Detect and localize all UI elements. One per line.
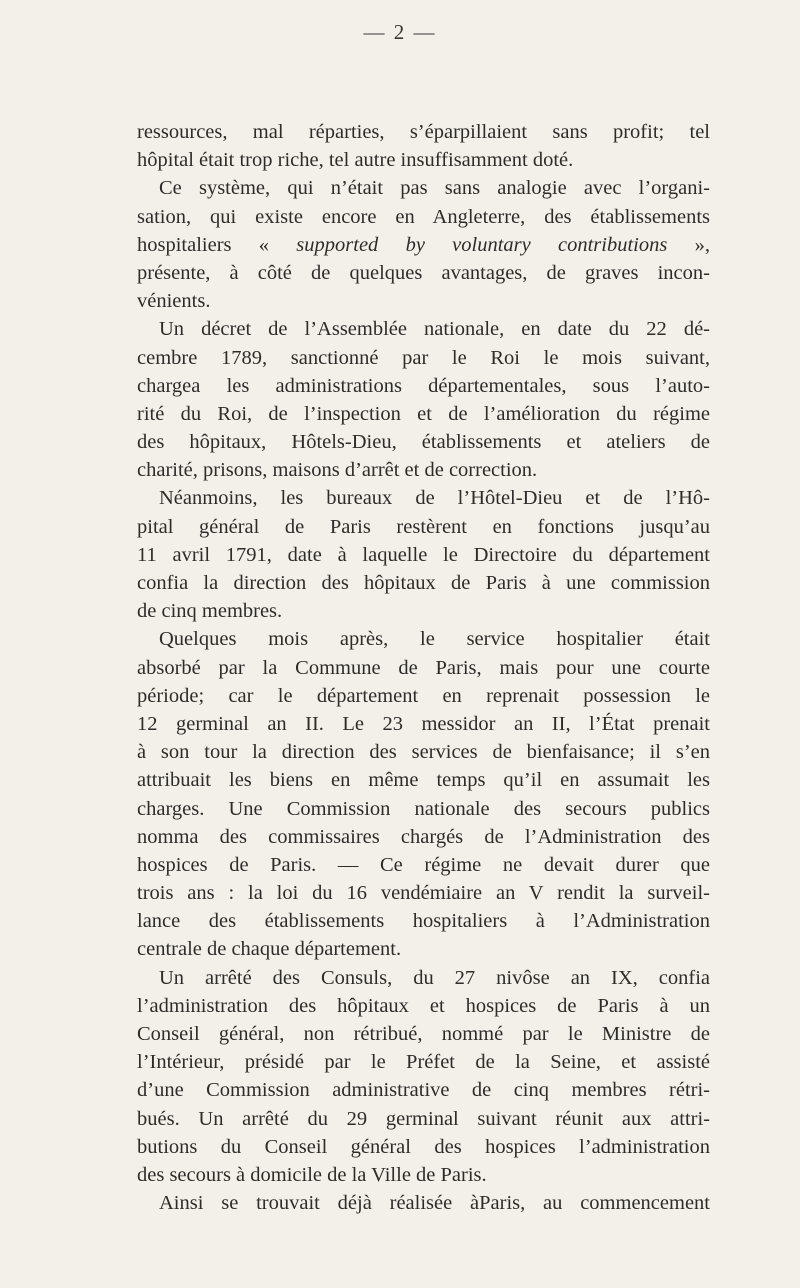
text-line: trois ans : la loi du 16 vendémiaire an V rendit la surveil-	[137, 882, 710, 905]
text-line: des secours à domicile de la Ville de Paris.	[137, 1163, 487, 1186]
body-text	[137, 118, 710, 1217]
text-line: Néanmoins, les bureaux de l’Hôtel-Dieu et de l’Hô-	[159, 487, 710, 510]
text-line: Conseil général, non rétribué, nommé par le Ministre de	[137, 1023, 710, 1045]
text-line: rité du Roi, de l’inspection et de l’amélioration du régime	[137, 402, 710, 425]
text-line: Un arrêté des Consuls, du 27 nivôse an IX, confia	[159, 966, 710, 989]
text-line: l’Intérieur, présidé par le Préfet de la Seine, et assisté	[137, 1051, 710, 1074]
text-line: l’administration des hôpitaux et hospices de Paris à un	[137, 994, 710, 1017]
text-line: bués. Un arrêté du 29 germinal suivant réunit aux attri-	[137, 1107, 710, 1130]
text-line: charges. Une Commission nationale des secours publics	[137, 797, 710, 820]
text-segment: hospitaliers «	[137, 233, 297, 256]
page-number: — 2 —	[363, 20, 437, 44]
text-line: 12 germinal an II. Le 23 messidor an II, l’État prenait	[137, 712, 710, 735]
text-line: à son tour la direction des services de bienfaisance; il s’en	[137, 741, 710, 764]
text-line: chargea les administrations départementales, sous l’auto-	[137, 374, 710, 397]
text-line: sation, qui existe encore en Angleterre, des établissements	[137, 205, 710, 228]
text-segment: »,	[667, 233, 710, 256]
text-line: hospices de Paris. — Ce régime ne devait durer que	[137, 853, 710, 876]
text-line: 11 avril 1791, date à laquelle le Directoire du département	[137, 543, 710, 566]
text-line	[137, 231, 710, 259]
text-line: butions du Conseil général des hospices l’administration	[137, 1135, 710, 1158]
text-line: vénients.	[137, 290, 211, 313]
text-line: hôpital était trop riche, tel autre insuffisamment doté.	[137, 149, 574, 172]
text-line: présente, à côté de quelques avantages, de graves incon-	[137, 261, 710, 284]
text-line: Quelques mois après, le service hospitalier était	[159, 628, 710, 651]
text-line: des hôpitaux, Hôtels-Dieu, établissements et ateliers de	[137, 431, 710, 454]
text-line: charité, prisons, maisons d’arrêt et de correction.	[137, 459, 538, 482]
text-line: Un décret de l’Assemblée nationale, en date du 22 dé-	[159, 318, 710, 341]
text-line: lance des établissements hospitaliers à l’Administration	[137, 910, 710, 933]
text-line: ressources, mal réparties, s’éparpillaient sans profit; tel	[137, 121, 710, 143]
text-line: période; car le département en reprenait possession le	[137, 684, 710, 707]
text-line: centrale de chaque département.	[137, 938, 402, 961]
english-quote: supported by voluntary contributions	[296, 233, 668, 256]
text-line: Ainsi se trouvait déjà réalisée àParis, au commencement	[159, 1192, 710, 1215]
text-line: confia la direction des hôpitaux de Paris à une commission	[137, 572, 710, 594]
text-line: d’une Commission administrative de cinq membres rétri-	[137, 1079, 710, 1102]
text-line: nomma des commissaires chargés de l’Administration des	[137, 825, 710, 848]
text-line: de cinq membres.	[137, 600, 283, 623]
text-line: cembre 1789, sanctionné par le Roi le mois suivant,	[137, 346, 710, 369]
text-line: absorbé par la Commune de Paris, mais pour une courte	[137, 656, 710, 679]
text-line: Ce système, qui n’était pas sans analogie avec l’organi-	[159, 177, 710, 200]
text-line: pital général de Paris restèrent en fonctions jusqu’au	[137, 515, 710, 538]
text-line: attribuait les biens en même temps qu’il en assumait les	[137, 769, 710, 792]
